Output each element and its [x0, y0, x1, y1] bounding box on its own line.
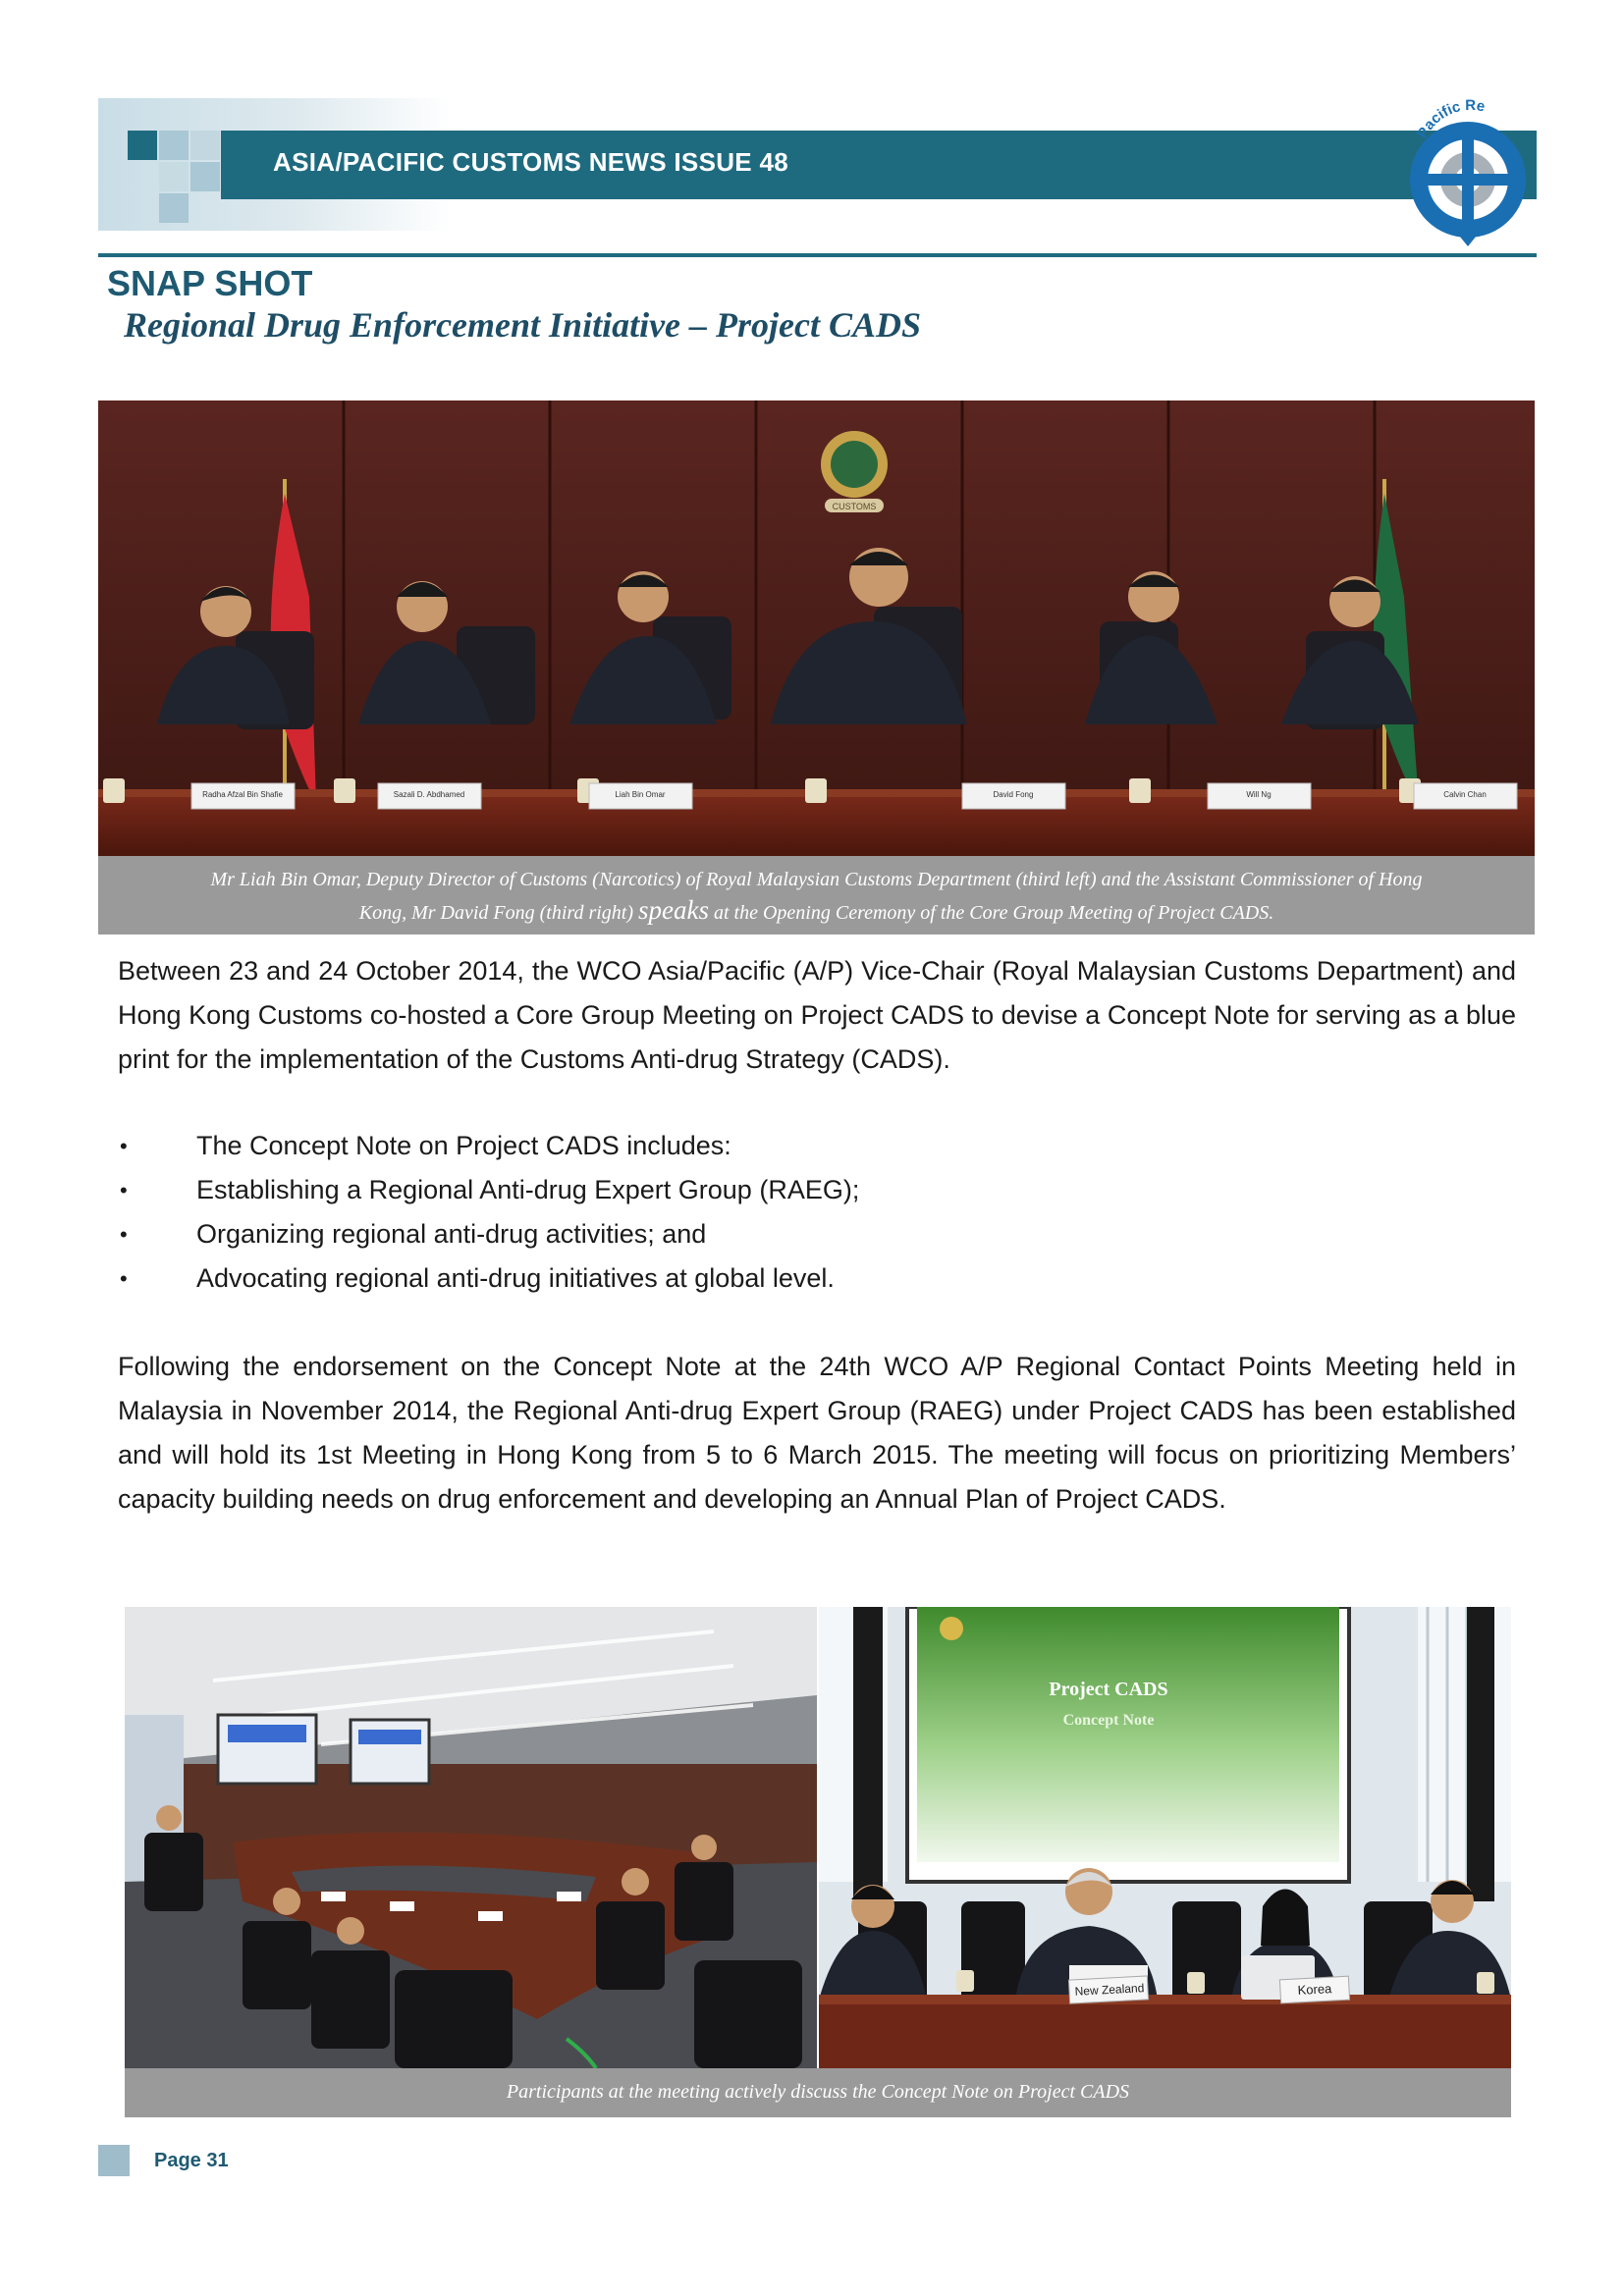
header-square	[128, 131, 157, 160]
header-rule	[98, 253, 1537, 257]
nameplate: Liah Bin Omar	[615, 790, 666, 799]
customs-crest	[821, 431, 888, 512]
nameplate: Radha Afzal Bin Shafie	[202, 790, 283, 799]
page-number: Page 31	[154, 2150, 229, 2171]
screen-subtitle: Concept Note	[1062, 1712, 1155, 1729]
nameplate-korea: Korea	[1297, 1981, 1332, 1998]
photo-opening-ceremony	[98, 400, 1535, 856]
nameplate-new-zealand: New Zealand	[1074, 1981, 1145, 1999]
paragraph-endorsement: Following the endorsement on the Concept Note at the 24th WCO A/P Regional Contact Points Meeting held in Malaysia in November 2014, the Regional Anti-drug Expert Group (RAEG) under Project CADS has been established and will hold its 1st Meeting in Hong Kong from 5 to 6 March 2015. The meeting will focus on prioritizing Members’ capacity building needs on drug enforcement and developing an Annual Plan of Project CADS.	[118, 1352, 1516, 1514]
wco-ap-logo	[1394, 93, 1542, 250]
caption-line: Kong, Mr David Fong (third right) speaks at the Opening Ceremony of the Core Group Meeting of Project CADS.	[358, 895, 1274, 925]
header-square	[159, 193, 189, 223]
header-square	[159, 131, 189, 160]
list-item: • Organizing regional anti-drug activities; and	[118, 1212, 1492, 1256]
header-square	[190, 162, 220, 191]
caption-emphasis: speaks	[638, 895, 709, 925]
paragraph-intro: Between 23 and 24 October 2014, the WCO Asia/Pacific (A/P) Vice-Chair (Royal Malaysian Customs Department) and Hong Kong Customs co-hosted a Core Group Meeting on Project CADS to devise a Concept Note for serving as a blue print for the implementation of the Customs Anti-drug Strategy (CADS).	[118, 956, 1516, 1074]
svg-text:CUSTOMS: CUSTOMS	[832, 502, 877, 511]
nameplate: Will Ng	[1246, 790, 1272, 799]
header-square	[159, 162, 189, 191]
footer-square	[98, 2145, 130, 2176]
screen-title: Project CADS	[1049, 1679, 1168, 1700]
photo-caption: Participants at the meeting actively discuss the Concept Note on Project CADS	[125, 2068, 1511, 2117]
photo-caption	[98, 856, 1535, 934]
list-item: • Establishing a Regional Anti-drug Expert Group (RAEG);	[118, 1168, 1492, 1212]
concept-note-list	[118, 1124, 1492, 1301]
nameplate: Sazali D. Abdhamed	[393, 790, 465, 799]
logo-text: Pacific Re	[1414, 96, 1487, 141]
photo-presentation	[819, 1607, 1511, 2068]
list-item: • Advocating regional anti-drug initiatives at global level.	[118, 1256, 1492, 1301]
photo-meeting-room	[125, 1607, 817, 2068]
header-square	[190, 131, 220, 160]
section-title: SNAP SHOT	[107, 263, 313, 303]
article-title: Regional Drug Enforcement Initiative – Project CADS	[124, 305, 922, 345]
caption-line: Mr Liah Bin Omar, Deputy Director of Customs (Narcotics) of Royal Malaysian Customs Department (third left) and the Assistant Commissioner of Hong	[210, 869, 1423, 890]
nameplate: Calvin Chan	[1443, 790, 1487, 799]
publication-title: ASIA/PACIFIC CUSTOMS NEWS ISSUE 48	[273, 147, 788, 177]
nameplate: David Fong	[993, 790, 1034, 799]
list-item: • The Concept Note on Project CADS includes:	[118, 1124, 1492, 1168]
